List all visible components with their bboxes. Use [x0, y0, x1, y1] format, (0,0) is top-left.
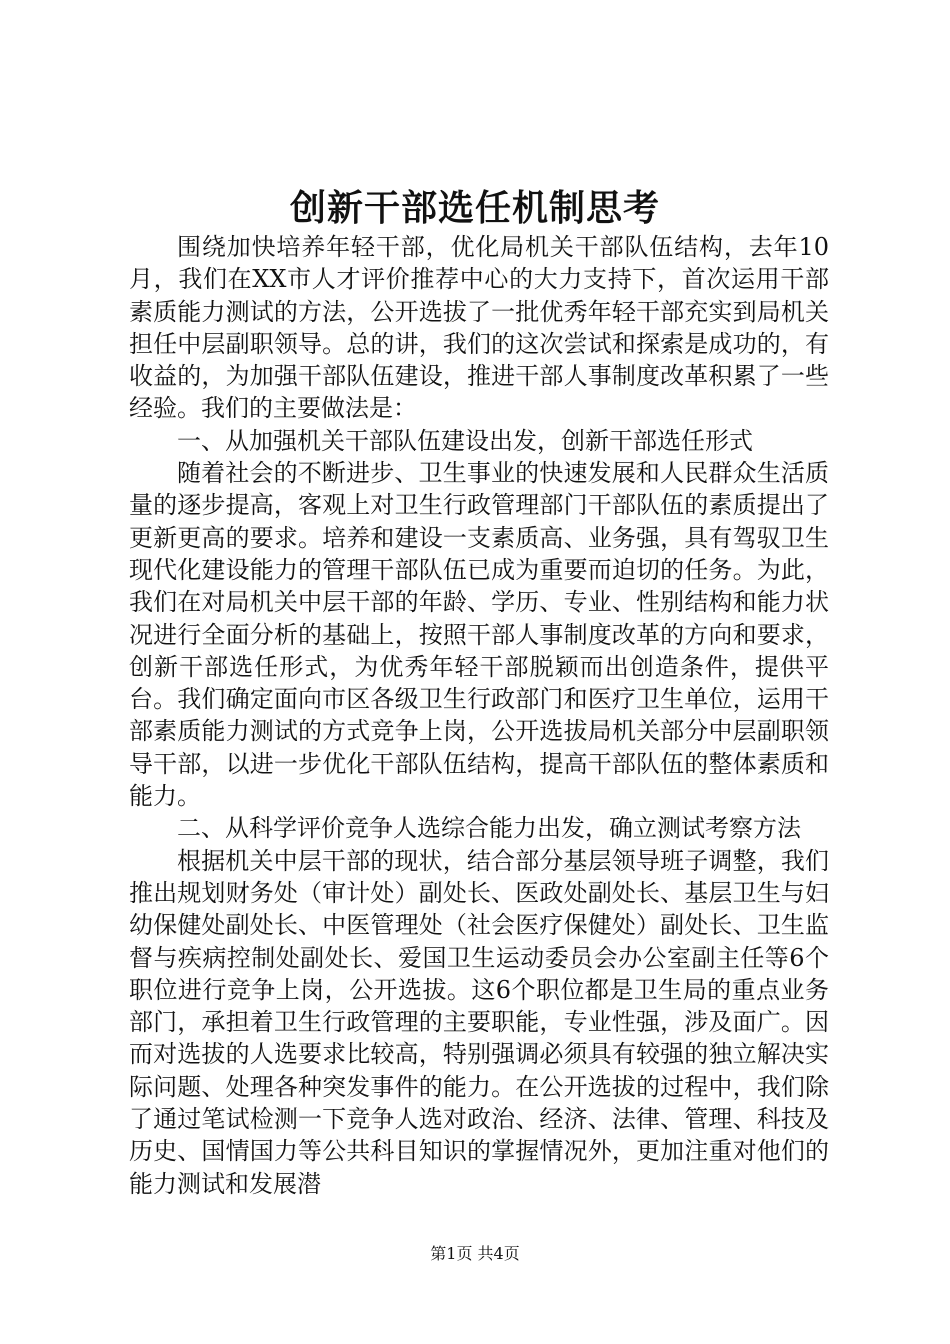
paragraph-section-2: 根据机关中层干部的现状，结合部分基层领导班子调整，我们推出规划财务处（审计处）副处长、医政处副处长、基层卫生与妇幼保健处副处长、中医管理处（社会医疗保健处）副处长、卫生监督与疾病控制处副处长、爱国卫生运动委员会办公室副主任等6个职位进行竞争上岗，公开选拔。这6个职位都是卫生局的重点业务部门，承担着卫生行政管理的主要职能，专业性强，涉及面广。因而对选拔的人选要求比较高，特别强调必须具有较强的独立解决实际问题、处理各种突发事件的能力。在公开选拔的过程中，我们除了通过笔试检测一下竞争人选对政治、经济、法律、管理、科技及历史、国情国力等公共科目知识的掌握情况外，更加注重对他们的能力测试和发展潜	[129, 846, 829, 1198]
paragraph-section-1: 随着社会的不断进步、卫生事业的快速发展和人民群众生活质量的逐步提高，客观上对卫生行政管理部门干部队伍的素质提出了更新更高的要求。培养和建设一支素质高、业务强，具有驾驭卫生现代化建设能力的管理干部队伍已成为重要而迫切的任务。为此，我们在对局机关中层干部的年龄、学历、专业、性别结构和能力状况进行全面分析的基础上，按照干部人事制度改革的方向和要求，创新干部选任形式，为优秀年轻干部脱颖而出创造条件，提供平台。我们确定面向市区各级卫生行政部门和医疗卫生单位，运用干部素质能力测试的方式竞争上岗，公开选拔局机关部分中层副职领导干部，以进一步优化干部队伍结构，提高干部队伍的整体素质和能力。	[129, 459, 829, 811]
paragraph-intro: 围绕加快培养年轻干部，优化局机关干部队伍结构，去年10月，我们在XX市人才评价推荐中心的大力支持下，首次运用干部素质能力测试的方法，公开选拔了一批优秀年轻干部充实到局机关担任中层副职领导。总的讲，我们的这次尝试和探索是成功的，有收益的，为加强干部队伍建设，推进干部人事制度改革积累了一些经验。我们的主要做法是：	[129, 233, 829, 423]
document-title: 创新干部选任机制思考	[289, 187, 660, 229]
document-body	[129, 231, 829, 1200]
page-footer: 第1页 共4页	[430, 1244, 520, 1263]
section-heading-2: 二、从科学评价竞争人选综合能力出发，确立测试考察方法	[177, 814, 801, 843]
section-heading-1: 一、从加强机关干部队伍建设出发，创新干部选任形式	[177, 426, 753, 455]
